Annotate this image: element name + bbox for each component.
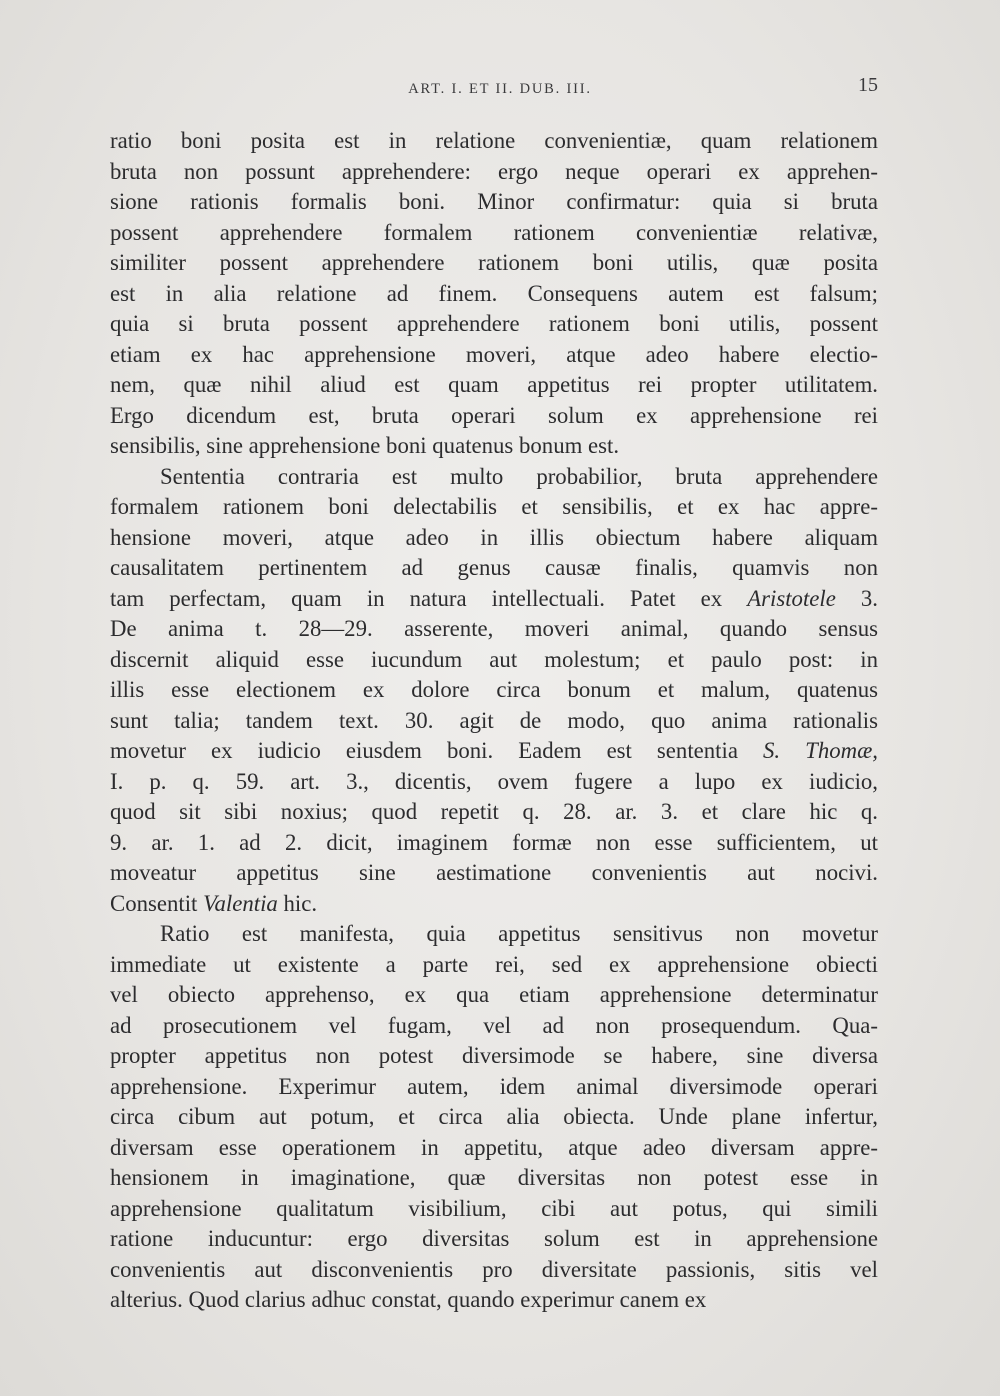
paragraph <box>110 919 878 1316</box>
text-line: causalitatem pertinentem ad genus causæ finalis, quamvis non <box>110 555 878 580</box>
text-line: similiter possent apprehendere rationem boni utilis, quæ posita <box>110 250 878 275</box>
text-line: bruta non possunt apprehendere: ergo neque operari ex apprehen- <box>110 158 878 184</box>
text-line: hensionem in imaginatione, quæ diversitas non potest esse in <box>110 1165 878 1190</box>
text-line: immediate ut existente a parte rei, sed ex apprehensione obiecti <box>110 951 878 977</box>
text-line: sensibilis, sine apprehensione boni quatenus bonum est. <box>110 433 620 458</box>
text-line: tam perfectam, quam in natura intellectuali. Patet ex Aristotele 3. <box>110 585 878 611</box>
text-line: est in alia relatione ad finem. Consequens autem est falsum; <box>110 280 878 306</box>
paragraph <box>110 462 878 920</box>
text-line: circa cibum aut potum, et circa alia obiecta. Unde plane infertur, <box>110 1104 878 1129</box>
text-line: movetur ex iudicio eiusdem boni. Eadem est sententia S. Thomæ, <box>110 738 879 763</box>
text-line: quod sit sibi noxius; quod repetit q. 28. ar. 3. et clare hic q. <box>110 799 878 824</box>
text-line: Sententia contraria est multo probabilior, bruta apprehendere <box>160 463 878 489</box>
text-line: apprehensione. Experimur autem, idem animal diversimode operari <box>110 1073 878 1099</box>
text-line: moveatur appetitus sine aestimatione convenientis aut nocivi. <box>110 860 878 885</box>
text-line: Ergo dicendum est, bruta operari solum ex apprehensione rei <box>110 402 878 428</box>
text-line: convenientis aut disconvenientis pro diversitate passionis, sitis vel <box>110 1256 878 1282</box>
text-line: sione rationis formalis boni. Minor confirmatur: quia si bruta <box>110 189 878 214</box>
text-line: ratione inducuntur: ergo diversitas solum est in apprehensione <box>110 1226 878 1251</box>
text-line: 9. ar. 1. ad 2. dicit, imaginem formæ non esse sufficientem, ut <box>110 829 878 855</box>
text-line: formalem rationem boni delectabilis et sensibilis, et ex hac appre- <box>110 494 878 519</box>
text-line: propter appetitus non potest diversimode se habere, sine diversa <box>110 1043 878 1068</box>
body-text <box>110 126 878 1316</box>
text-line: etiam ex hac apprehensione moveri, atque adeo habere electio- <box>110 341 878 367</box>
text-line: I. p. q. 59. art. 3., dicentis, ovem fugere a lupo ex iudicio, <box>110 768 878 794</box>
text-line: vel obiecto apprehenso, ex qua etiam apprehensione determinatur <box>110 982 878 1007</box>
text-line: sunt talia; tandem text. 30. agit de modo, quo anima rationalis <box>110 707 878 733</box>
running-title: ART. I. ET II. DUB. III. <box>408 81 592 97</box>
text-line: Ratio est manifesta, quia appetitus sensitivus non movetur <box>160 921 878 946</box>
text-line: ratio boni posita est in relatione convenientiæ, quam relationem <box>110 128 878 153</box>
text-line: discernit aliquid esse iucundum aut molestum; et paulo post: in <box>110 646 878 672</box>
running-head <box>0 74 1000 102</box>
text-line: De anima t. 28—29. asserente, moveri animal, quando sensus <box>110 616 878 641</box>
page-number: 15 <box>858 74 878 96</box>
text-line: apprehensione qualitatum visibilium, cibi aut potus, qui simili <box>110 1195 878 1221</box>
text-line: quia si bruta possent apprehendere rationem boni utilis, possent <box>110 311 878 336</box>
text-line: nem, quæ nihil aliud est quam appetitus rei propter utilitatem. <box>110 372 878 397</box>
text-line: possent apprehendere formalem rationem convenientiæ relativæ, <box>110 219 878 245</box>
text-line: alterius. Quod clarius adhuc constat, quando experimur canem ex <box>110 1287 707 1312</box>
text-line: ad prosecutionem vel fugam, vel ad non prosequendum. Qua- <box>110 1012 878 1038</box>
text-line: Consentit Valentia hic. <box>110 890 318 916</box>
text-line: hensione moveri, atque adeo in illis obiectum habere aliquam <box>110 524 878 550</box>
text-line: diversam esse operationem in appetitu, atque adeo diversam appre- <box>110 1134 878 1160</box>
text-line: illis esse electionem ex dolore circa bonum et malum, quatenus <box>110 677 878 702</box>
paragraph <box>110 126 878 462</box>
